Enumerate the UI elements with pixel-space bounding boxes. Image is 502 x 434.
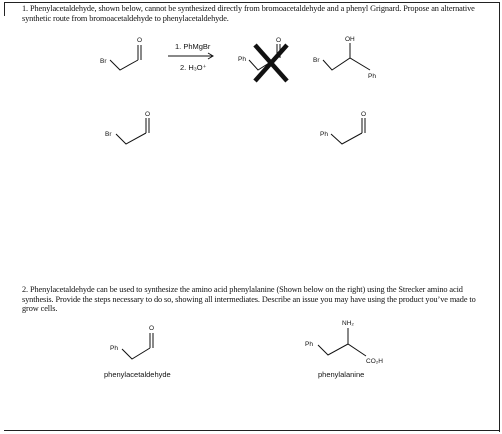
reagent-step-1: 1. PhMgBr: [175, 42, 211, 51]
bromoacetaldehyde-structure-2: [105, 111, 150, 144]
alt-chain: [323, 58, 370, 70]
right-ph-label: Ph: [305, 341, 313, 348]
left-ph-label: Ph: [110, 345, 118, 352]
start-o-label: O: [137, 37, 143, 44]
route-target-chain: [331, 133, 362, 144]
start-chain: [110, 60, 138, 70]
phenylalanine-structure: [305, 320, 383, 379]
grignard-addition-product: [313, 36, 376, 80]
left-chain: [122, 348, 150, 359]
right-chain: [318, 344, 366, 356]
route-start-chain: [116, 133, 146, 144]
alt-br-label: Br: [313, 57, 320, 64]
route-target-ph-label: Ph: [320, 131, 328, 138]
reagent-step-2: 2. H₃O⁺: [180, 63, 207, 72]
phenylalanine-name: phenylalanine: [318, 370, 365, 379]
alt-ph-label: Ph: [368, 73, 376, 80]
question-2-text: 2. Phenylacetaldehyde can be used to synthesize the amino acid phenylalanine (Shown below on the right) using the Strecker amino acid synthesis. Provide the steps necessary to do so, showing all intermediates. Describe an issue you may have using the product you’ve made to grow cells.: [22, 285, 476, 313]
alt-oh-label: OH: [345, 36, 355, 43]
route-start-o-label: O: [145, 111, 151, 118]
product-ph-label: Ph: [238, 56, 246, 63]
product-o-label: O: [276, 37, 282, 44]
start-br-label: Br: [100, 58, 107, 65]
route-target-o-label: O: [361, 111, 367, 118]
right-co2h-label: CO₂H: [366, 358, 383, 365]
bromoacetaldehyde-structure-1: [100, 37, 142, 70]
phenylacetaldehyde-structure: [104, 325, 171, 379]
right-nh2-label: NH₂: [342, 320, 354, 327]
left-o-label: O: [149, 325, 155, 332]
question-1-text: 1. Phenylacetaldehyde, shown below, cannot be synthesized directly from bromoacetaldehyde and a phenyl Grignard. Propose an alternative synthetic route from bromoacetaldehyde to phenylacetaldehyde.: [22, 4, 475, 23]
phenylacetaldehyde-crossed-out: [238, 37, 287, 81]
phenylacetaldehyde-target: [320, 111, 366, 144]
route-start-br-label: Br: [105, 131, 112, 138]
reaction-arrow-1: [168, 42, 213, 72]
phenylacetaldehyde-name: phenylacetaldehyde: [104, 370, 171, 379]
